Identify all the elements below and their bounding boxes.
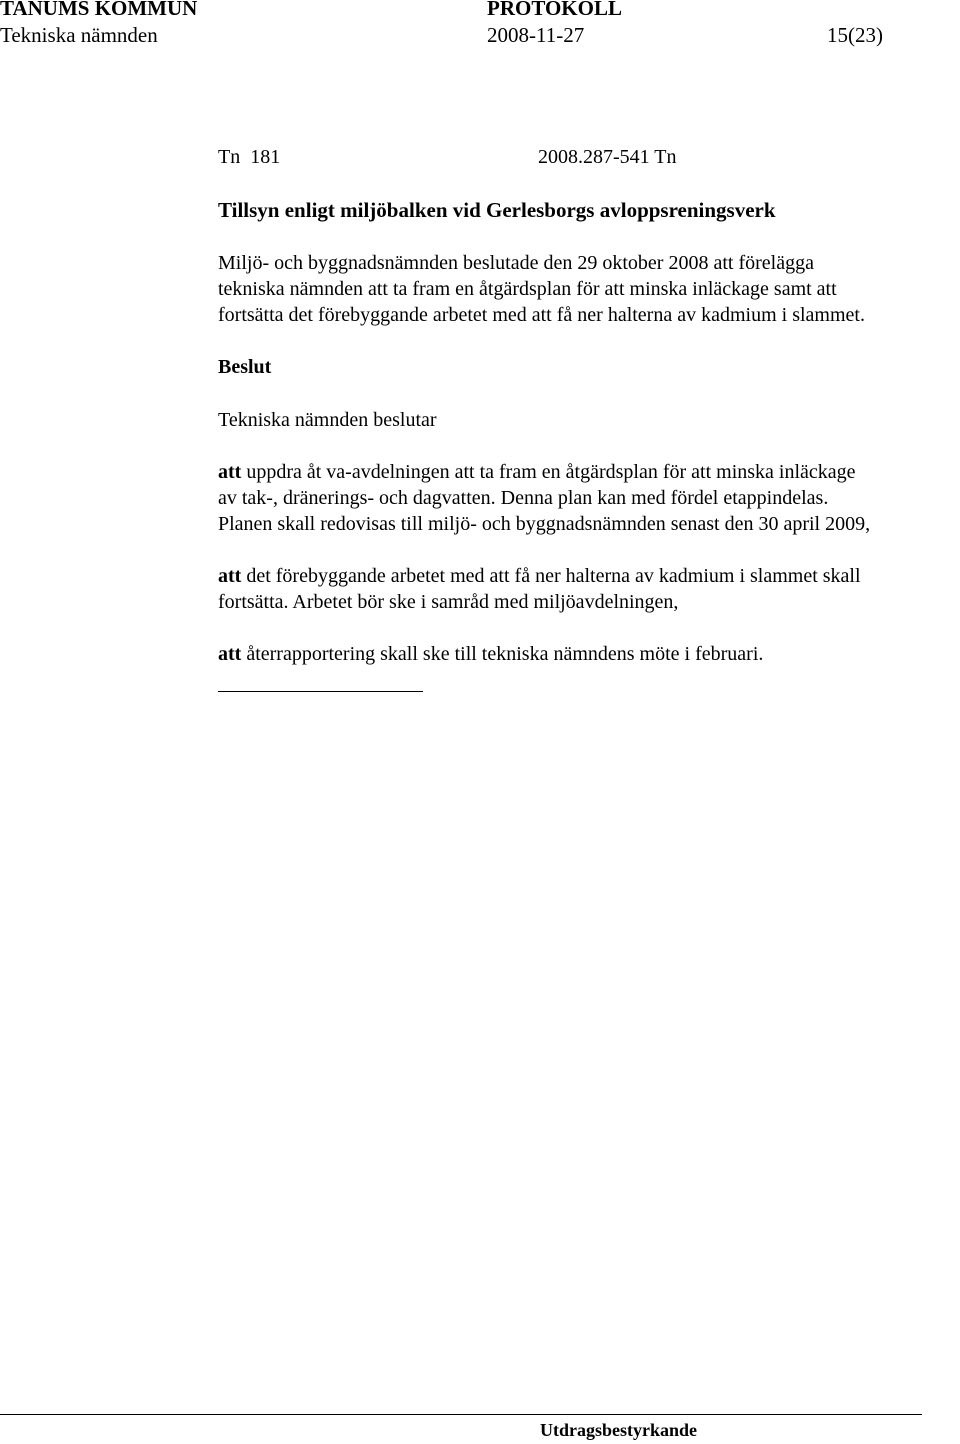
clause-keyword: att <box>218 461 242 483</box>
header-organization: TANUMS KOMMUN <box>0 0 198 20</box>
decision-clause-2 <box>218 563 958 615</box>
clause-line <box>218 641 958 667</box>
clause-keyword: att <box>218 643 242 665</box>
decision-clause-3 <box>218 641 958 667</box>
section-end-rule <box>218 691 423 692</box>
footer-rule <box>0 1414 922 1415</box>
clause-line: av tak-, dränerings- och dagvatten. Denna plan kan med fördel etappindelas. <box>218 487 829 509</box>
header-page-number: 15(23) <box>827 23 883 47</box>
section-title: Tillsyn enligt miljöbalken vid Gerlesborgs avloppsreningsverk <box>218 198 776 222</box>
intro-line: Miljö- och byggnadsnämnden beslutade den 29 oktober 2008 att förelägga <box>218 252 814 274</box>
clause-text: återrapportering skall ske till tekniska nämndens möte i februari. <box>241 643 764 665</box>
header-document-type: PROTOKOLL <box>487 0 622 20</box>
footer-certification-label: Utdragsbestyrkande <box>540 1420 698 1440</box>
header-committee: Tekniska nämnden <box>0 23 158 47</box>
clause-text: uppdra åt va-avdelningen att ta fram en åtgärdsplan för att minska inläckage <box>241 461 856 483</box>
paragraph-number: Tn 181 <box>218 146 281 168</box>
decision-intro: Tekniska nämnden beslutar <box>218 409 437 431</box>
clause-keyword: att <box>218 565 242 587</box>
intro-line: tekniska nämnden att ta fram en åtgärdsplan för att minska inläckage samt att <box>218 278 837 300</box>
intro-line: fortsätta det förebyggande arbetet med att få ner halterna av kadmium i slammet. <box>218 304 865 326</box>
clause-line: Planen skall redovisas till miljö- och byggnadsnämnden senast den 30 april 2009, <box>218 513 871 535</box>
decision-clause-1 <box>218 459 958 537</box>
clause-line <box>218 459 958 485</box>
header-date: 2008-11-27 <box>487 23 585 47</box>
intro-paragraph <box>218 250 938 328</box>
clause-text: det förebyggande arbetet med att få ner halterna av kadmium i slammet skall <box>241 565 861 587</box>
case-number: 2008.287-541 Tn <box>538 146 677 168</box>
clause-line: fortsätta. Arbetet bör ske i samråd med miljöavdelningen, <box>218 591 679 613</box>
decision-heading: Beslut <box>218 356 272 378</box>
clause-line <box>218 563 958 589</box>
